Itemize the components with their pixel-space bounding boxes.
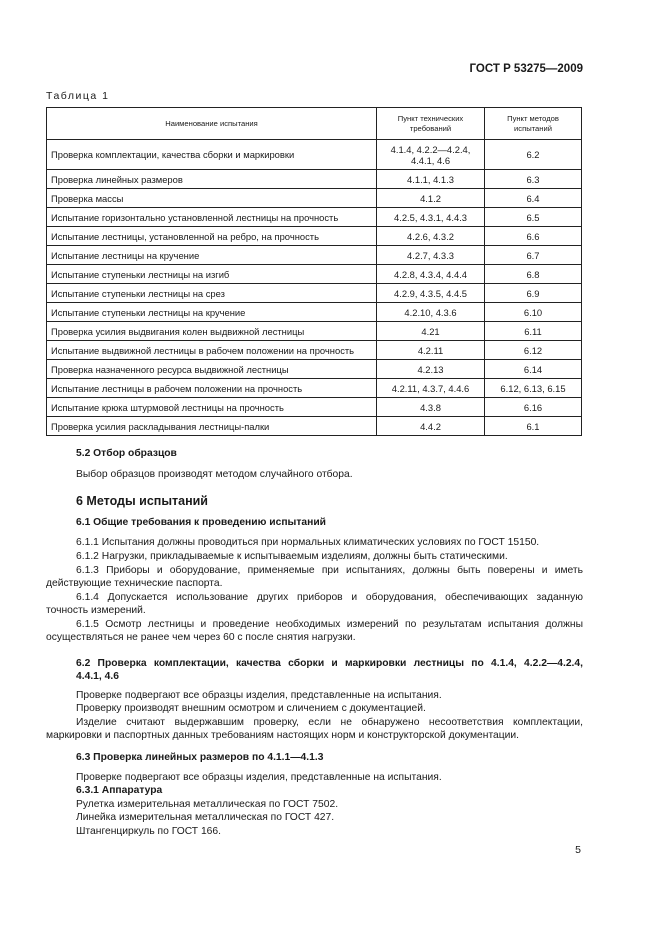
para-6-2-c-line1: Изделие считают выдержавшим проверку, если не обнаружено несоответствия комплектации, — [76, 717, 583, 728]
section-6-2-title-line2: 4.4.1, 4.6 — [76, 671, 119, 682]
header-tech-req: Пункт технических требований — [377, 108, 485, 140]
cell-test-method: 6.14 — [485, 360, 582, 379]
tests-table — [46, 107, 582, 436]
cell-test-name: Испытание ступеньки лестницы на изгиб — [47, 265, 377, 284]
cell-tech-req: 4.3.8 — [377, 398, 485, 417]
table-row — [47, 379, 582, 398]
section-5-2-text: Выбор образцов производят методом случайного отбора. — [76, 469, 353, 480]
cell-tech-req: 4.2.11 — [377, 341, 485, 360]
cell-test-method: 6.10 — [485, 303, 582, 322]
cell-tech-req: 4.4.2 — [377, 417, 485, 436]
table-row — [47, 417, 582, 436]
cell-tech-req: 4.2.9, 4.3.5, 4.4.5 — [377, 284, 485, 303]
header-test-method: Пункт методов испытаний — [485, 108, 582, 140]
para-6-2-a: Проверке подвергают все образцы изделия, представленные на испытания. — [76, 690, 442, 701]
cell-test-name: Проверка комплектации, качества сборки и маркировки — [47, 140, 377, 170]
cell-test-name: Испытание ступеньки лестницы на срез — [47, 284, 377, 303]
cell-test-name: Испытание лестницы, установленной на ребро, на прочность — [47, 227, 377, 246]
cell-test-method: 6.5 — [485, 208, 582, 227]
cell-test-method: 6.6 — [485, 227, 582, 246]
cell-tech-req: 4.21 — [377, 322, 485, 341]
cell-tech-req: 4.2.6, 4.3.2 — [377, 227, 485, 246]
table-row — [47, 341, 582, 360]
section-6-2-title-line1: 6.2 Проверка комплектации, качества сборки и маркировки лестницы по 4.1.4, 4.2.2—4.2.4, — [76, 658, 583, 669]
section-6-3-1-title: 6.3.1 Аппаратура — [76, 785, 163, 796]
cell-test-name: Испытание лестницы в рабочем положении на прочность — [47, 379, 377, 398]
cell-tech-req: 4.1.2 — [377, 189, 485, 208]
cell-test-name: Испытание выдвижной лестницы в рабочем положении на прочность — [47, 341, 377, 360]
para-6-2-c-line2: маркировки и паспортных данных требованиям настоящих норм и конструкторской документации. — [46, 730, 520, 741]
cell-test-method: 6.1 — [485, 417, 582, 436]
cell-tech-req: 4.2.10, 4.3.6 — [377, 303, 485, 322]
cell-tech-req: 4.1.4, 4.2.2—4.2.4, 4.4.1, 4.6 — [377, 140, 485, 170]
para-6-1-2: 6.1.2 Нагрузки, прикладываемые к испытываемым изделиям, должны быть статическими. — [76, 551, 508, 562]
para-6-1-5-line1: 6.1.5 Осмотр лестницы и проведение необходимых измерений по результатам испытания должны — [76, 619, 583, 630]
section-6-title: 6 Методы испытаний — [76, 494, 208, 508]
cell-test-method: 6.12 — [485, 341, 582, 360]
cell-tech-req: 4.2.11, 4.3.7, 4.4.6 — [377, 379, 485, 398]
page-number: 5 — [575, 844, 581, 856]
cell-test-name: Испытание горизонтально установленной лестницы на прочность — [47, 208, 377, 227]
document-header: ГОСТ Р 53275—2009 — [469, 63, 583, 75]
cell-test-name: Проверка усилия раскладывания лестницы-палки — [47, 417, 377, 436]
table-row — [47, 284, 582, 303]
cell-test-method: 6.3 — [485, 170, 582, 189]
cell-tech-req: 4.2.5, 4.3.1, 4.4.3 — [377, 208, 485, 227]
para-6-3-1-b: Линейка измерительная металлическая по ГОСТ 427. — [76, 812, 335, 823]
table-row — [47, 265, 582, 284]
cell-test-method: 6.2 — [485, 140, 582, 170]
cell-test-name: Испытание ступеньки лестницы на кручение — [47, 303, 377, 322]
table-row — [47, 398, 582, 417]
section-6-1-title: 6.1 Общие требования к проведению испытаний — [76, 517, 326, 528]
header-test-name: Наименование испытания — [47, 108, 377, 140]
para-6-1-4-line2: точность измерений. — [46, 605, 146, 616]
table-row — [47, 170, 582, 189]
para-6-3-1-c: Штангенциркуль по ГОСТ 166. — [76, 826, 222, 837]
cell-test-name: Испытание лестницы на кручение — [47, 246, 377, 265]
para-6-1-4-line1: 6.1.4 Допускается использование других приборов и оборудования, обеспечивающих заданную — [76, 592, 583, 603]
table-row — [47, 227, 582, 246]
cell-test-method: 6.11 — [485, 322, 582, 341]
para-6-1-3-line2: действующие технические паспорта. — [46, 578, 223, 589]
cell-tech-req: 4.2.13 — [377, 360, 485, 379]
cell-test-name: Проверка линейных размеров — [47, 170, 377, 189]
table-row — [47, 246, 582, 265]
section-6-3-title: 6.3 Проверка линейных размеров по 4.1.1—4.1.3 — [76, 752, 324, 763]
cell-test-method: 6.7 — [485, 246, 582, 265]
cell-tech-req: 4.2.8, 4.3.4, 4.4.4 — [377, 265, 485, 284]
cell-test-method: 6.4 — [485, 189, 582, 208]
cell-test-name: Проверка усилия выдвигания колен выдвижной лестницы — [47, 322, 377, 341]
table-caption: Таблица 1 — [46, 90, 110, 102]
cell-test-name: Проверка назначенного ресурса выдвижной лестницы — [47, 360, 377, 379]
table-row — [47, 189, 582, 208]
table-row — [47, 322, 582, 341]
table-row — [47, 360, 582, 379]
para-6-2-b: Проверку производят внешним осмотром и сличением с документацией. — [76, 703, 426, 714]
cell-test-name: Испытание крюка штурмовой лестницы на прочность — [47, 398, 377, 417]
cell-test-method: 6.9 — [485, 284, 582, 303]
cell-test-name: Проверка массы — [47, 189, 377, 208]
para-6-1-1: 6.1.1 Испытания должны проводиться при нормальных климатических условиях по ГОСТ 15150. — [76, 537, 540, 548]
para-6-3-1-a: Рулетка измерительная металлическая по ГОСТ 7502. — [76, 799, 339, 810]
cell-tech-req: 4.1.1, 4.1.3 — [377, 170, 485, 189]
para-6-1-5-line2: осуществляться не ранее чем через 60 с после снятия нагрузки. — [46, 632, 356, 643]
section-5-2-title: 5.2 Отбор образцов — [76, 448, 177, 459]
para-6-3-a: Проверке подвергают все образцы изделия, представленные на испытания. — [76, 772, 442, 783]
table-body — [47, 140, 582, 436]
cell-test-method: 6.8 — [485, 265, 582, 284]
cell-tech-req: 4.2.7, 4.3.3 — [377, 246, 485, 265]
cell-test-method: 6.16 — [485, 398, 582, 417]
para-6-1-3-line1: 6.1.3 Приборы и оборудование, применяемые при испытаниях, должны быть поверены и иметь — [76, 565, 583, 576]
table-row — [47, 140, 582, 170]
table-header-row — [47, 108, 582, 140]
table-row — [47, 208, 582, 227]
cell-test-method: 6.12, 6.13, 6.15 — [485, 379, 582, 398]
table-row — [47, 303, 582, 322]
